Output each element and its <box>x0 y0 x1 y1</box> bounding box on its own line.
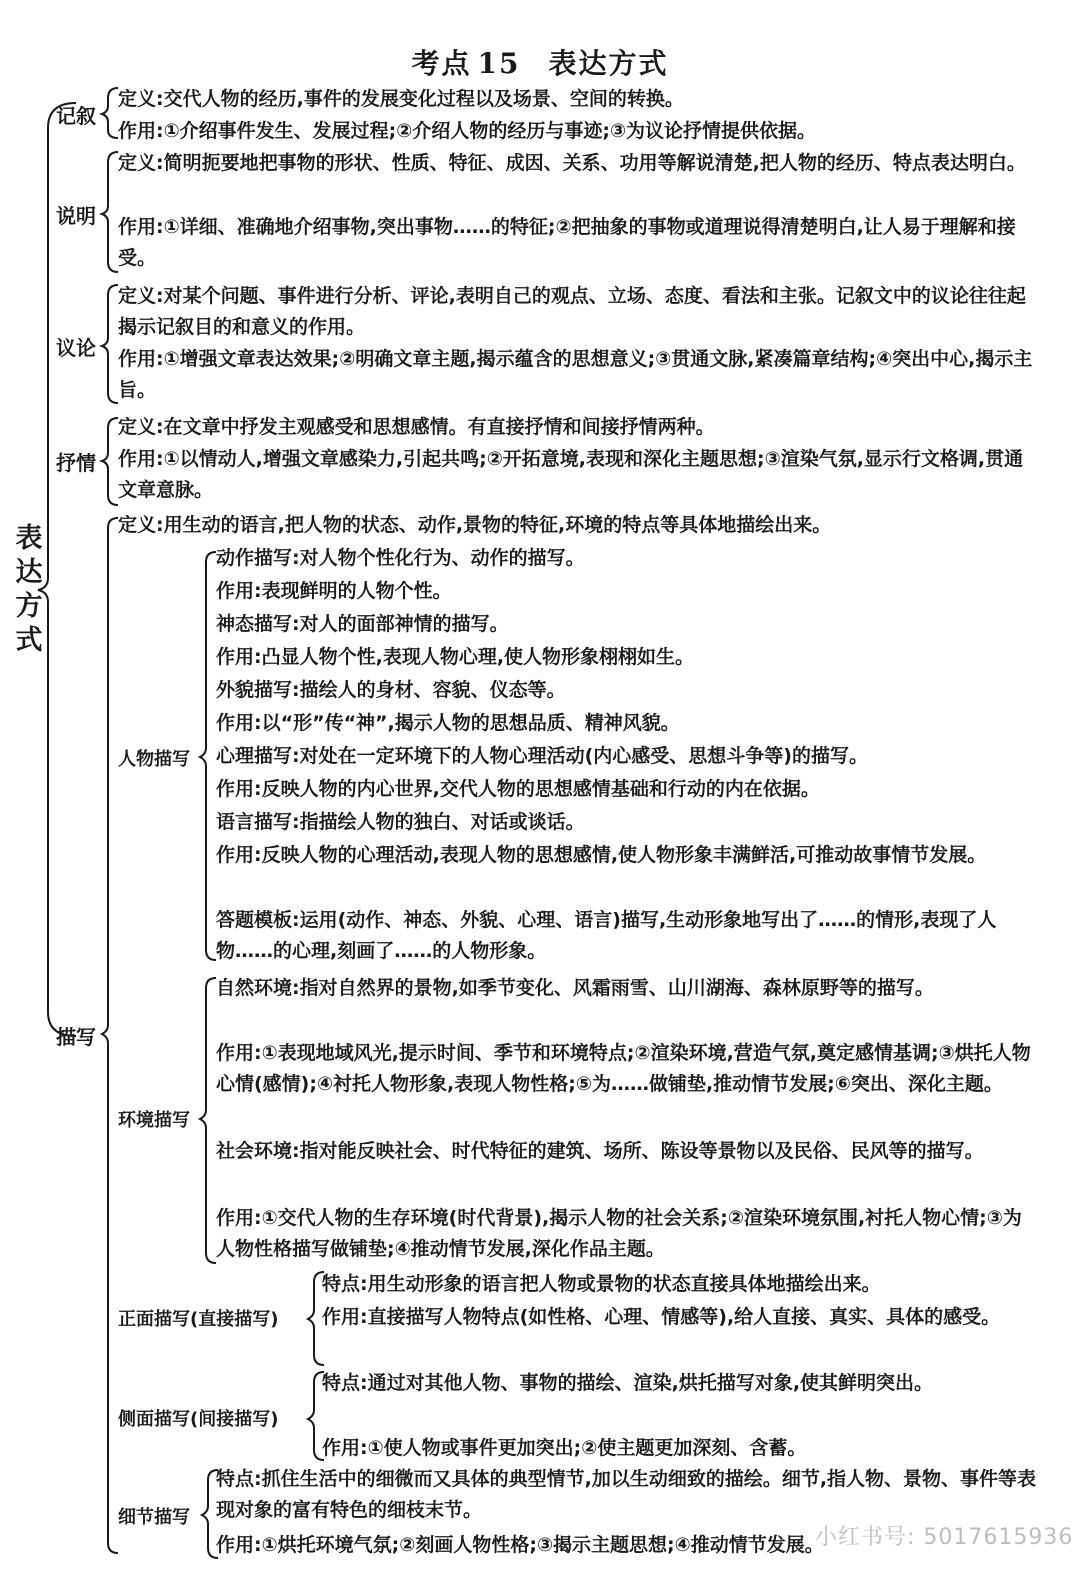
title-number: 15 <box>477 47 521 80</box>
natural-env-function: 作用:①表现地域风光,提示时间、季节和环境特点;②渲染环境,营造气氛,奠定感情基调;③烘托人物心情(感情);④衬托人物形象,表现人物性格;⑤为……做铺垫,推动情节发展;⑥突出、深化主题。 <box>216 1042 1031 1095</box>
environment-label: 环境描写 <box>118 1110 190 1131</box>
lyric-definition: 定义:在文章中抒发主观感受和思想感情。有直接抒情和间接抒情两种。 <box>118 416 715 438</box>
argument-function: 作用:①增强文章表达效果;②明确文章主题,揭示蕴含的思想意义;③贯通文脉,紧凑篇章结构;④突出中心,揭示主旨。 <box>118 348 1033 401</box>
lyric-brace <box>102 418 118 505</box>
social-env-desc: 社会环境:指对能反映社会、时代特征的建筑、场所、陈设等景物以及民俗、民风等的描写。 <box>216 1140 984 1162</box>
detail-label: 细节描写 <box>118 1507 190 1528</box>
action-desc: 动作描写:对人物个性化行为、动作的描写。 <box>216 547 585 569</box>
indirect-label: 侧面描写(间接描写) <box>118 1409 279 1430</box>
direct-function: 作用:直接描写人物特点(如性格、心理、情感等),给人直接、真实、具体的感受。 <box>322 1306 1001 1328</box>
description-label: 描写 <box>56 1025 96 1049</box>
lyric-function: 作用:①以情动人,增强文章感染力,引起共鸣;②开拓意境,表现和深化主题思想;③渲染气氛,显示行文格调,贯通文章意脉。 <box>118 448 1024 501</box>
direct-feature: 特点:用生动形象的语言把人物或景物的状态直接具体地描绘出来。 <box>322 1273 881 1295</box>
indirect-function: 作用:①使人物或事件更加突出;②使主题更加深刻、含蓄。 <box>322 1437 807 1459</box>
expression-function: 作用:凸显人物个性,表现人物心理,使人物形象栩栩如生。 <box>216 646 695 668</box>
exposition-definition: 定义:简明扼要地把事物的形状、性质、特征、成因、关系、功用等解说清楚,把人物的经历、特点表达明白。 <box>118 152 1026 174</box>
argument-label: 议论 <box>56 336 96 360</box>
language-function: 作用:反映人物的心理活动,表现人物的思想感情,使人物形象丰满鲜活,可推动故事情节发展。 <box>216 844 987 866</box>
exposition-function: 作用:①详细、准确地介绍事物,突出事物……的特征;②把抽象的事物或道理说得清楚明白,让人易于理解和接受。 <box>118 216 1016 269</box>
psychology-desc: 心理描写:对处在一定环境下的人物心理活动(内心感受、思想斗争等)的描写。 <box>216 745 868 767</box>
appearance-function: 作用:以“形”传“神”,揭示人物的思想品质、精神风貌。 <box>216 712 680 734</box>
description-definition: 定义:用生动的语言,把人物的状态、动作,景物的特征,环境的特点等具体地描绘出来。 <box>118 514 832 536</box>
watermark: 小红书号: 5017615936 <box>815 1525 1074 1550</box>
narration-function: 作用:①介绍事件发生、发展过程;②介绍人物的经历与事迹;③为议论抒情提供依据。 <box>118 120 817 142</box>
argument-definition: 定义:对某个问题、事件进行分析、评论,表明自己的观点、立场、态度、看法和主张。记叙文中的议论往往起揭示记叙目的和意义的作用。 <box>118 285 1026 338</box>
description-brace <box>102 518 118 1553</box>
detail-function: 作用:①烘托环境气氛;②刻画人物性格;③揭示主题思想;④推动情节发展。 <box>216 1534 824 1556</box>
narration-brace <box>102 88 118 138</box>
natural-env-desc: 自然环境:指对自然界的景物,如季节变化、风霜雨雪、山川湖海、森林原野等的描写。 <box>216 977 934 999</box>
answer-template: 答题模板:运用(动作、神态、外貌、心理、语言)描写,生动形象地写出了……的情形,表现了人物……的心理,刻画了……的人物形象。 <box>216 909 997 962</box>
exposition-brace <box>102 152 118 272</box>
narration-label: 记叙 <box>56 104 96 128</box>
exposition-label: 说明 <box>56 204 96 228</box>
narration-definition: 定义:交代人物的经历,事件的发展变化过程以及场景、空间的转换。 <box>118 88 684 110</box>
character-label: 人物描写 <box>118 749 190 770</box>
character-brace <box>200 552 216 960</box>
argument-brace <box>102 285 118 403</box>
title-prefix: 考点 <box>411 47 472 80</box>
lyric-label: 抒情 <box>56 451 96 475</box>
psychology-function: 作用:反映人物的内心世界,交代人物的思想感情基础和行动的内在依据。 <box>216 778 820 800</box>
indirect-feature: 特点:通过对其他人物、事物的描绘、渲染,烘托描写对象,使其鲜明突出。 <box>322 1372 934 1394</box>
social-env-function: 作用:①交代人物的生存环境(时代背景),揭示人物的社会关系;②渲染环境氛围,衬托人物心情;③为人物性格描写做铺垫;④推动情节发展,深化作品主题。 <box>216 1207 1022 1260</box>
expression-desc: 神态描写:对人的面部神情的描写。 <box>216 613 509 635</box>
action-function: 作用:表现鲜明的人物个性。 <box>216 580 452 602</box>
language-desc: 语言描写:指描绘人物的独白、对话或谈话。 <box>216 811 585 833</box>
environment-brace <box>200 978 216 1263</box>
detail-feature: 特点:抓住生活中的细微而又具体的典型情节,加以生动细致的描绘。细节,指人物、景物、事件等表现对象的富有特色的细枝末节。 <box>216 1468 1037 1521</box>
direct-label: 正面描写(直接描写) <box>118 1309 279 1330</box>
appearance-desc: 外貌描写:描绘人的身材、容貌、仪态等。 <box>216 679 566 701</box>
title-topic: 表达方式 <box>548 47 669 80</box>
root-label: 表达方式 <box>15 523 43 656</box>
